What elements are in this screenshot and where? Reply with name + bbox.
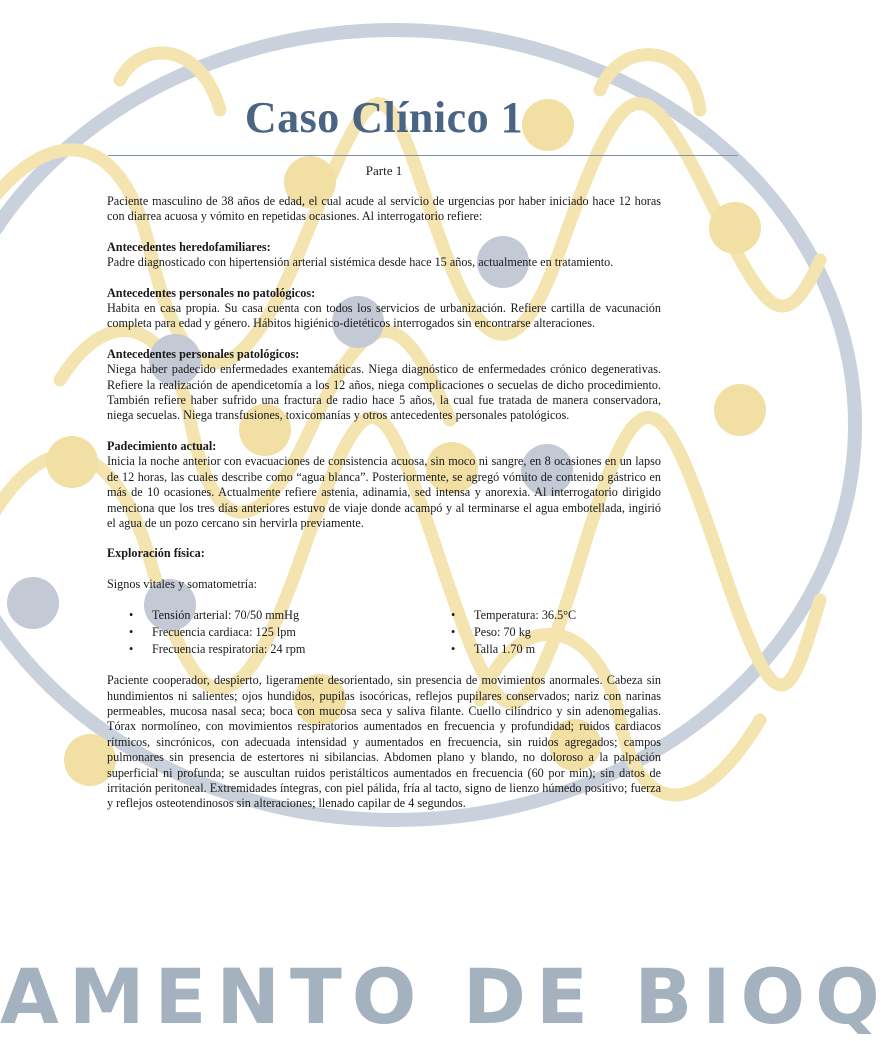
section-text: Habita en casa propia. Su casa cuenta con todos los servicios de urbanización. Refiere cartilla de vacunación completa para edad y género. Hábitos higiénico-dietéticos interrogados sin encontrarse alteraciones. — [107, 301, 661, 331]
vital-item: • Temperatura: 36.5°C — [451, 608, 577, 623]
section-heading: Padecimiento actual: — [107, 438, 217, 453]
section-heading: Antecedentes personales patológicos: — [107, 346, 300, 361]
title-divider — [108, 155, 738, 156]
vital-item: • Frecuencia respiratoria: 24 rpm — [129, 642, 306, 657]
intro-paragraph: Paciente masculino de 38 años de edad, el cual acude al servicio de urgencias por haber iniciado hace 12 horas con diarrea acuosa y vómito en repetidas ocasiones. Al interrogatorio refiere: — [107, 194, 661, 224]
vitals-right-column — [429, 607, 576, 658]
section-exploracion — [107, 546, 661, 561]
footer-watermark-text: AMENTO DE BIOQ — [0, 952, 890, 1041]
bullet-icon: • — [451, 625, 456, 640]
section-text: Padre diagnosticado con hipertensión arterial sistémica desde hace 15 años, actualmente en tratamiento. — [107, 255, 614, 270]
vital-item: • Frecuencia cardiaca: 125 lpm — [129, 625, 296, 640]
section-no-patologicos — [107, 286, 661, 332]
section-heading: Antecedentes personales no patológicos: — [107, 285, 316, 300]
document-body — [107, 194, 661, 812]
vital-item: • Peso: 70 kg — [451, 625, 531, 640]
vitals-list — [107, 607, 661, 658]
section-heading: Antecedentes heredofamiliares: — [107, 239, 271, 254]
vitals-left-column — [107, 607, 429, 658]
vitals-intro: Signos vitales y somatometría: — [107, 576, 257, 591]
section-patologicos — [107, 347, 661, 424]
bullet-icon: • — [129, 625, 134, 640]
bullet-icon: • — [129, 642, 134, 657]
bullet-icon: • — [129, 608, 134, 623]
document-title: Caso Clínico 1 — [244, 93, 524, 142]
section-heredofamiliares — [107, 240, 661, 271]
vital-item: • Tensión arterial: 70/50 mmHg — [129, 608, 300, 623]
vital-item: • Talla 1.70 m — [451, 642, 536, 657]
bullet-icon: • — [451, 608, 456, 623]
section-padecimiento — [107, 439, 661, 531]
section-text: Inicia la noche anterior con evacuaciones de consistencia acuosa, sin moco ni sangre, en 8 ocasiones en un lapso de 12 horas, las cuales describe como “agua blanca”. Posteriormente, se agregó vómito de contenido gástrico en más de 10 ocasiones. Actualmente refiere astenia, adinamia, sed intensa y anorexia. Al interrogatorio dirigido menciona que los tres días anteriores estuvo de viaje donde acampó y al terminarse el agua embotellada, ingirió el agua de un pozo cercano sin hervirla previamente. — [107, 454, 661, 530]
section-heading: Exploración física: — [107, 546, 205, 561]
bullet-icon: • — [451, 642, 456, 657]
physical-exam-paragraph: Paciente cooperador, despierto, ligeramente desorientado, sin presencia de movimientos anormales. Cabeza sin hundimientos ni salientes; ojos hundidos, pupilas isocóricas, reflejos pupilares conservados; nariz con narinas permeables, mucosa nasal seca; boca con mucosa seca y saliva filante. Cuello cilíndrico y sin adenomegalias. Tórax normolíneo, con movimientos respiratorios aumentados en frecuencia y profundidad; ruidos cardiacos rítmicos, sincrónicos, con adecuada intensidad y aumentados en frecuencia, sin ruidos agregados; campos pulmonares sin presencia de estertores ni sibilancias. Abdomen plano y blando, no doloroso a la palpación superficial ni profunda; se auscultan ruidos peristálticos aumentados en frecuencia (60 por min); sin datos de irritación peritoneal. Extremidades íntegras, con piel pálida, fría al tacto, signo de lienzo húmedo positivo; fuerza y reflejos osteotendinosos sin alteraciones; llenado capilar de 4 segundos. — [107, 673, 661, 811]
part-label: Parte 1 — [365, 163, 403, 178]
section-text: Niega haber padecido enfermedades exantemáticas. Niega diagnóstico de enfermedades crónico degenerativas. Refiere la realización de apendicetomía a los 12 años, niega complicaciones o secuelas de dicho procedimiento. También refiere haber sufrido una fractura de radio hace 5 años, la cual fue tratada de manera conservadora, niega secuelas. Niega transfusiones, toxicomanías y otros antecedentes personales patológicos. — [107, 362, 661, 423]
